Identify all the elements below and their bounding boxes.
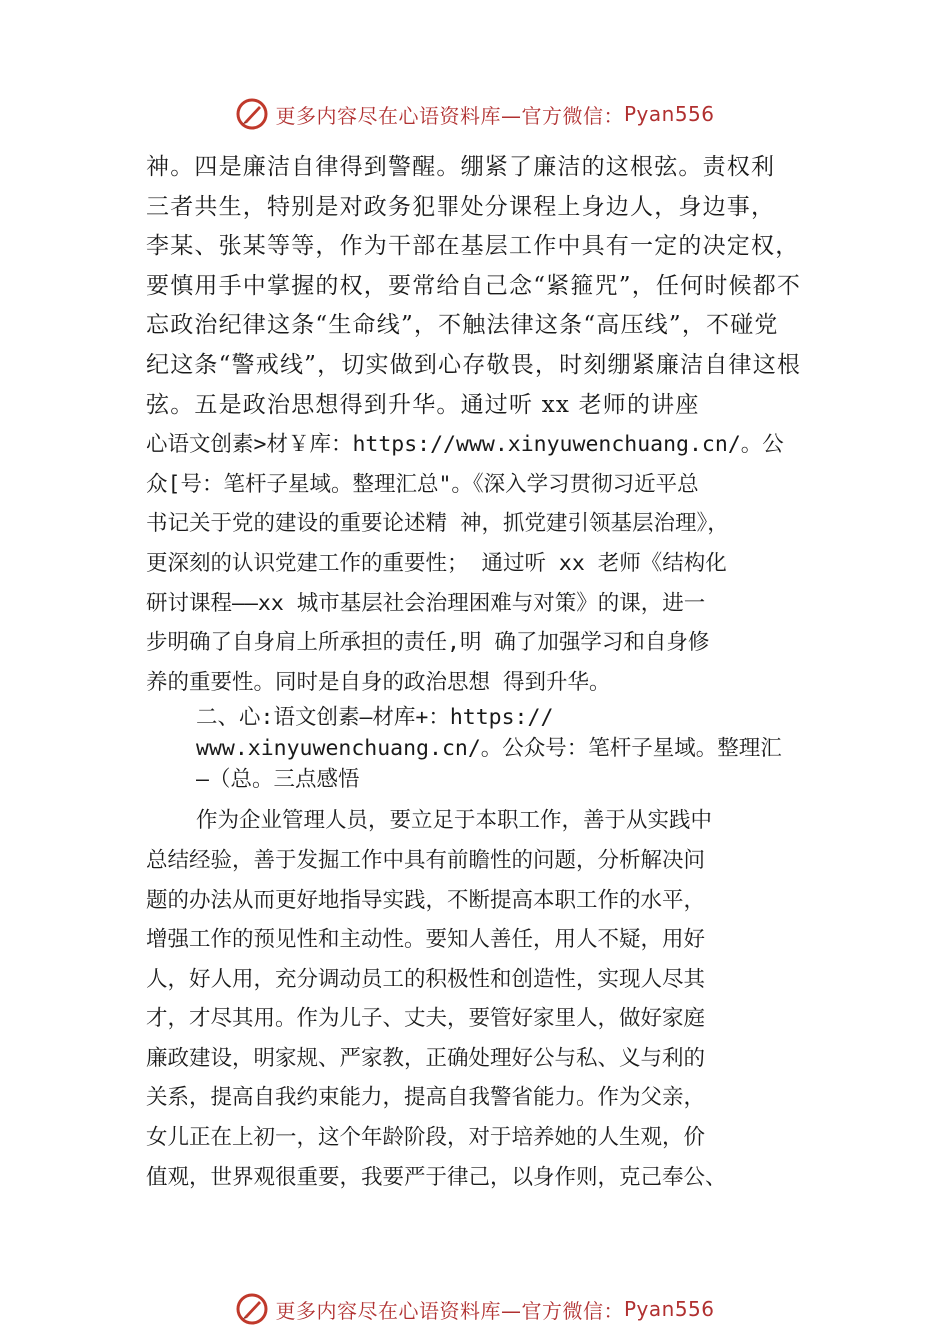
text-line: 要慎用手中掌握的权，要常给自己念“紧箍咒”，任何时候都不 — [146, 272, 802, 299]
text-line: 养的重要性。同时是自身的政治思想 得到升华。 — [146, 669, 611, 695]
pen-logo-icon — [235, 1292, 269, 1326]
text-line: 总结经验，善于发掘工作中具有前瞻性的问题，分析解决问 — [146, 847, 706, 873]
text-line: 题的办法从而更好地指导实践，不断提高本职工作的水平， — [146, 887, 706, 913]
text-line: 弦。五是政治思想得到升华。通过听 xx 老师的讲座 — [146, 391, 700, 418]
section-heading-line: —（总。三点感悟 — [196, 767, 360, 793]
text-line: 李某、张某等等，作为干部在基层工作中具有一定的决定权， — [146, 233, 800, 260]
banner-text: 更多内容尽在心语资料库—官方微信： — [275, 103, 624, 128]
text-line: 关系，提高自我约束能力，提高自我警省能力。作为父亲， — [146, 1085, 706, 1111]
wechat-id: Pyan556 — [623, 1297, 715, 1321]
text-line: 心语文创素>材￥库：https://www.xinyuwenchuang.cn/。公 — [146, 432, 784, 458]
text-line: 神。四是廉洁自律得到警醒。绷紧了廉洁的这根弦。责权利 — [146, 154, 776, 180]
text-line: 书记关于党的建设的重要论述精 神，抓党建引领基层治理》， — [146, 511, 729, 537]
text-line: 廉政建设，明家规、严家教，正确处理好公与私、义与利的 — [146, 1045, 706, 1071]
text-line: 人，好人用，充分调动员工的积极性和创造性，实现人尽其 — [146, 966, 706, 992]
text-line: 三者共生，特别是对政务犯罪处分课程上身边人，身边事， — [146, 193, 776, 220]
text-line: 作为企业管理人员，要立足于本职工作，善于从实践中 — [196, 808, 713, 834]
header-banner — [0, 94, 950, 134]
text-line: 更深刻的认识党建工作的重要性； 通过听 xx 老师《结构化 — [146, 550, 727, 576]
text-line: 步明确了自身肩上所承担的责任,明 确了加强学习和自身修 — [146, 630, 710, 656]
text-line: 增强工作的预见性和主动性。要知人善任，用人不疑，用好 — [146, 927, 706, 953]
banner-text: 更多内容尽在心语资料库—官方微信： — [275, 1298, 624, 1323]
text-line: 研讨课程——xx 城市基层社会治理困难与对策》的课，进一 — [146, 590, 706, 616]
text-line: 女儿正在上初一，这个年龄阶段，对于培养她的人生观，价 — [146, 1125, 706, 1151]
text-line: 纪这条“警戒线”，切实做到心存敬畏，时刻绷紧廉洁自律这根 — [146, 351, 802, 378]
text-line: 忘政治纪律这条“生命线”，不触法律这条“高压线”，不碰党 — [146, 312, 779, 339]
footer-banner — [0, 1289, 950, 1329]
document-body — [146, 148, 846, 1197]
pen-logo-icon — [235, 97, 269, 131]
section-heading-line: 二、心:语文创素—材库+：https:// — [196, 705, 554, 731]
text-line: 值观，世界观很重要，我要严于律己，以身作则，克己奉公、 — [146, 1164, 727, 1190]
text-line: 才，才尽其用。作为儿子、丈夫，要管好家里人，做好家庭 — [146, 1006, 706, 1032]
text-line: 众[号：笔杆子星域。整理汇总"。《深入学习贯彻习近平总 — [146, 471, 699, 497]
wechat-id: Pyan556 — [623, 102, 715, 126]
section-heading-line: www.xinyuwenchuang.cn/。公众号：笔杆子星域。整理汇 — [196, 736, 782, 762]
